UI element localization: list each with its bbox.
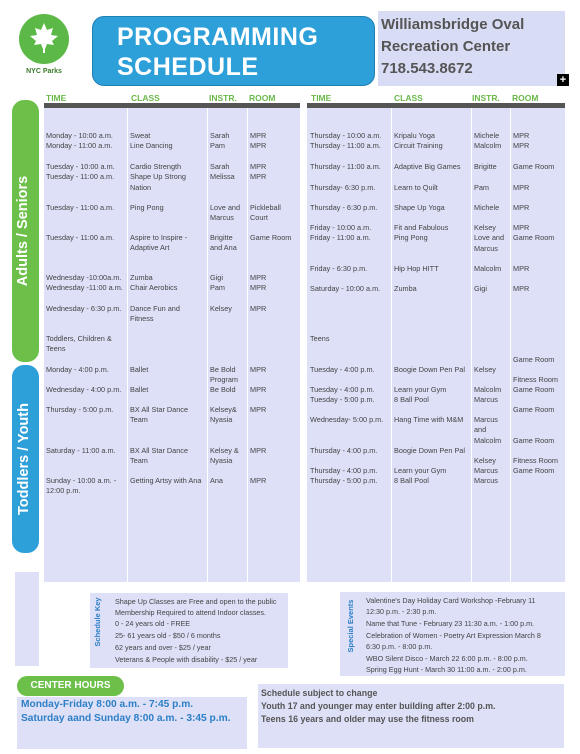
schedule-time: Wednesday -10:00a.m. Wednesday -11:00 a.m. bbox=[46, 273, 123, 293]
schedule-room: Pickleball Court bbox=[250, 203, 281, 223]
title-line-1: PROGRAMMING bbox=[117, 23, 319, 51]
schedule-instructor: Michele bbox=[474, 203, 500, 212]
schedule-room: MPR bbox=[513, 284, 530, 293]
plus-icon[interactable]: + bbox=[557, 74, 569, 86]
schedule-class: BX All Star Dance Team bbox=[130, 405, 188, 425]
schedule-time: Thursday - 5:00 p.m. bbox=[46, 405, 114, 414]
schedule-class: Zumba bbox=[394, 284, 417, 293]
schedule-time: Thursday - 4:00 p.m. bbox=[310, 446, 378, 455]
schedule-time: Thursday- 6:30 p.m. bbox=[310, 183, 376, 192]
title-line-2: SCHEDULE bbox=[117, 53, 259, 81]
center-name: Williamsbridge Oval bbox=[381, 16, 525, 33]
nyc-parks-logo bbox=[14, 14, 74, 88]
col-header-room: ROOM bbox=[512, 93, 539, 103]
schedule-instructor: Love and Marcus bbox=[210, 203, 241, 223]
notes-box bbox=[258, 684, 564, 748]
col-header-instructor: INSTR. bbox=[209, 93, 237, 103]
schedule-instructor: Kelsey Marcus bbox=[474, 456, 498, 476]
schedule-room: Fitness Room Game Room bbox=[513, 375, 559, 395]
schedule-instructor: Gigi bbox=[474, 284, 487, 293]
schedule-class: Hip Hop HITT bbox=[394, 264, 439, 273]
note-line: Schedule subject to change bbox=[261, 688, 378, 698]
schedule-room: MPR MPR bbox=[250, 273, 267, 293]
special-event-line: Spring Egg Hunt - March 30 11:00 a.m. - 2:00 p.m. bbox=[366, 665, 527, 674]
schedule-class: Sweat Line Dancing bbox=[130, 131, 173, 151]
special-event-line: Valentine's Day Holiday Card Workshop -February 11 bbox=[366, 596, 536, 605]
col-header-room: ROOM bbox=[249, 93, 276, 103]
center-hours-heading: CENTER HOURS bbox=[17, 676, 124, 696]
schedule-key-line: Veterans & People with disability - $25 / year bbox=[115, 655, 258, 664]
schedule-instructor: Malcolm bbox=[474, 264, 502, 273]
schedule-instructor: Gigi Pam bbox=[210, 273, 226, 293]
special-event-line: Celebration of Women - Poetry Art Expression March 8 bbox=[366, 631, 541, 640]
schedule-time: Tuesday - 4:00 p.m. Tuesday - 5:00 p.m. bbox=[310, 385, 375, 405]
schedule-room: MPR bbox=[250, 446, 267, 455]
special-event-line: Name that Tune - February 23 11:30 a.m. - 1:00 p.m. bbox=[366, 619, 535, 628]
col-header-instructor: INSTR. bbox=[472, 93, 500, 103]
schedule-time: Tuesday - 10:00 a.m. Tuesday - 11:00 a.m. bbox=[46, 162, 115, 182]
schedule-instructor: Kelsey & Nyasia bbox=[210, 446, 239, 466]
time-column-bg bbox=[307, 108, 391, 582]
schedule-class: Adaptive Big Games bbox=[394, 162, 461, 171]
schedule-time: Monday - 10:00 a.m. Monday - 11:00 a.m. bbox=[46, 131, 113, 151]
schedule-class: Getting Artsy with Ana bbox=[130, 476, 202, 485]
center-phone: 718.543.8672 bbox=[381, 60, 473, 77]
schedule-room: MPR bbox=[250, 405, 267, 414]
schedule-room: Fitness Room Game Room bbox=[513, 456, 559, 476]
schedule-class: Hang Time with M&M bbox=[394, 415, 464, 424]
schedule-instructor: Be Bold Program bbox=[210, 365, 238, 385]
schedule-time: Saturday - 11:00 a.m. bbox=[46, 446, 116, 455]
special-event-line: 12:30 p.m. - 2:30 p.m. bbox=[366, 607, 437, 616]
schedule-key-line: 25- 61 years old - $50 / 6 months bbox=[115, 631, 221, 640]
weekday-hours: Monday-Friday 8:00 a.m. - 7:45 p.m. bbox=[21, 699, 194, 710]
schedule-time: Wednesday - 6:30 p.m. bbox=[46, 304, 122, 313]
schedule-room: MPR bbox=[513, 203, 530, 212]
col-header-time: TIME bbox=[46, 93, 67, 103]
adults-seniors-label: Adults / Seniors bbox=[15, 175, 31, 287]
schedule-time: Friday - 10:00 a.m. Friday - 11:00 a.m. bbox=[310, 223, 372, 243]
schedule-instructor: Pam bbox=[474, 183, 490, 192]
note-line: Youth 17 and younger may enter building after 2:00 p.m. bbox=[261, 701, 496, 711]
schedule-class: Learn your Gym 8 Ball Pool bbox=[394, 466, 447, 486]
schedule-room: MPR bbox=[250, 476, 267, 485]
instructor-column-bg bbox=[472, 108, 510, 582]
schedule-class: Kripalu Yoga Circuit Training bbox=[394, 131, 443, 151]
schedule-class: Fit and Fabulous Ping Pong bbox=[394, 223, 449, 243]
toddlers-youth-label: Toddlers / Youth bbox=[16, 403, 32, 515]
schedule-instructor: Michele Malcolm bbox=[474, 131, 502, 151]
schedule-time: Saturday - 10:00 a.m. bbox=[310, 284, 381, 293]
schedule-room: Game Room bbox=[250, 233, 292, 242]
schedule-time: Wednesday- 5:00 p.m. bbox=[310, 415, 384, 424]
col-header-class: CLASS bbox=[131, 93, 160, 103]
schedule-class: BX All Star Dance Team bbox=[130, 446, 188, 466]
schedule-section-heading: Toddlers, Children & Teens bbox=[46, 334, 112, 354]
schedule-key-line: Shape Up Classes are Free and open to the public bbox=[115, 597, 277, 606]
schedule-room: MPR Game Room bbox=[513, 223, 555, 243]
schedule-room: MPR MPR bbox=[513, 131, 530, 151]
schedule-class: Ping Pong bbox=[130, 203, 164, 212]
schedule-time: Thursday - 11:00 a.m. bbox=[310, 162, 381, 171]
title-banner bbox=[92, 16, 375, 86]
schedule-class: Ballet bbox=[130, 365, 149, 374]
schedule-time: Tuesday - 11:00 a.m. bbox=[46, 233, 115, 242]
center-hours-box bbox=[17, 697, 247, 749]
schedule-time: Thursday - 4:00 p.m. Thursday - 5:00 p.m. bbox=[310, 466, 378, 486]
schedule-time: Thursday - 10:00 a.m. Thursday - 11:00 a.m. bbox=[310, 131, 382, 151]
schedule-room: Game Room bbox=[513, 355, 555, 364]
schedule-room: MPR bbox=[250, 304, 267, 313]
schedule-class: Ballet bbox=[130, 385, 149, 394]
schedule-instructor: Malcolm Marcus bbox=[474, 385, 502, 405]
schedule-class: Zumba Chair Aerobics bbox=[130, 273, 178, 293]
schedule-time: Friday - 6:30 p.m. bbox=[310, 264, 368, 273]
schedule-instructor: Sarah Melissa bbox=[210, 162, 235, 182]
schedule-instructor: Brigitte and Ana bbox=[210, 233, 237, 253]
schedule-instructor: Sarah Pam bbox=[210, 131, 230, 151]
special-event-line: WBO Silent Disco - March 22 6:00 p.m. - 8:00 p.m. bbox=[366, 654, 528, 663]
schedule-instructor: Kelsey bbox=[210, 304, 232, 313]
schedule-class: Dance Fun and Fitness bbox=[130, 304, 180, 324]
schedule-section-heading: Teens bbox=[310, 334, 330, 343]
center-info bbox=[378, 11, 565, 86]
schedule-class: Aspire to Inspire - Adaptive Art bbox=[130, 233, 188, 253]
schedule-instructor: Ana bbox=[210, 476, 223, 485]
special-events-label: Special Events bbox=[346, 599, 355, 653]
left-spacer-block bbox=[15, 572, 39, 666]
schedule-instructor: Marcus and Malcolm bbox=[474, 415, 502, 445]
class-column-bg bbox=[392, 108, 471, 582]
schedule-time: Tuesday - 4:00 p.m. bbox=[310, 365, 375, 374]
schedule-room: MPR bbox=[513, 264, 530, 273]
schedule-time: Sunday - 10:00 a.m. - 12:00 p.m. bbox=[46, 476, 117, 496]
schedule-instructor: Marcus bbox=[474, 476, 498, 485]
schedule-class: Learn your Gym 8 Ball Pool bbox=[394, 385, 447, 405]
schedule-room: Game Room bbox=[513, 162, 555, 171]
leaf-icon bbox=[19, 14, 69, 64]
schedule-class: Shape Up Yoga bbox=[394, 203, 445, 212]
schedule-key-line: Membership Required to attend Indoor classes. bbox=[115, 608, 267, 617]
schedule-instructor: Kelsey& Nyasia bbox=[210, 405, 237, 425]
schedule-time: Thursday - 6:30 p.m. bbox=[310, 203, 378, 212]
schedule-time: Wednesday - 4:00 p.m. bbox=[46, 385, 122, 394]
center-type: Recreation Center bbox=[381, 38, 511, 55]
schedule-time: Monday - 4:00 p.m. bbox=[46, 365, 109, 374]
schedule-room: Game Room bbox=[513, 436, 555, 445]
weekend-hours: Saturday aand Sunday 8:00 a.m. - 3:45 p.m. bbox=[21, 713, 231, 724]
schedule-room: MPR bbox=[250, 365, 267, 374]
schedule-room: MPR MPR bbox=[250, 162, 267, 182]
schedule-key-label: Schedule Key bbox=[93, 597, 102, 647]
special-event-line: 6:30 p.m. - 8:00 p.m. bbox=[366, 642, 433, 651]
note-line: Teens 16 years and older may use the fitness room bbox=[261, 714, 474, 724]
schedule-key-line: 62 years and over - $25 / year bbox=[115, 643, 211, 652]
schedule-room: MPR MPR bbox=[250, 131, 267, 151]
schedule-class: Cardio Strength Shape Up Strong Nation bbox=[130, 162, 186, 192]
room-column-bg bbox=[511, 108, 565, 582]
col-header-class: CLASS bbox=[394, 93, 423, 103]
col-header-time: TIME bbox=[311, 93, 332, 103]
schedule-room: MPR bbox=[513, 183, 530, 192]
schedule-instructor: Brigitte bbox=[474, 162, 497, 171]
schedule-instructor: Be Bold bbox=[210, 385, 236, 394]
logo-caption: NYC Parks bbox=[26, 68, 62, 75]
schedule-instructor: Kelsey Love and Marcus bbox=[474, 223, 505, 253]
schedule-class: Boogie Down Pen Pal bbox=[394, 446, 465, 455]
schedule-class: Learn to Quilt bbox=[394, 183, 438, 192]
schedule-time: Tuesday - 11:00 a.m. bbox=[46, 203, 115, 212]
schedule-room: Game Room bbox=[513, 405, 555, 414]
schedule-key-line: 0 - 24 years old - FREE bbox=[115, 619, 191, 628]
schedule-class: Boogie Down Pen Pal bbox=[394, 365, 465, 374]
schedule-instructor: Kelsey bbox=[474, 365, 496, 374]
schedule-room: MPR bbox=[250, 385, 267, 394]
